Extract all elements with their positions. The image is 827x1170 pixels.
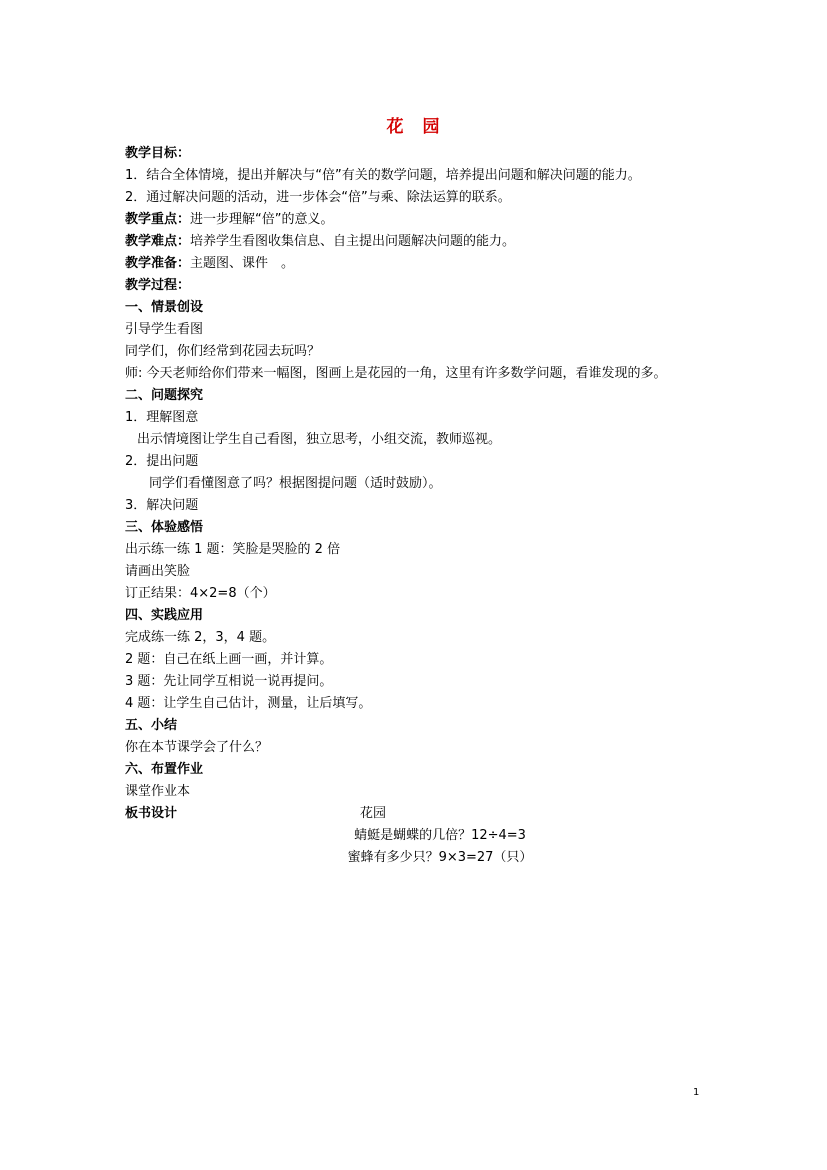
section-2-heading: 二、问题探究 [125, 388, 204, 403]
board-design-label: 板书设计 [125, 806, 178, 821]
board-line: 蜜蜂有多少只？9×3=27（只） [347, 850, 533, 865]
page-number: 1 [693, 1087, 700, 1098]
process-heading: 教学过程： [125, 278, 191, 293]
section-4-heading: 四、实践应用 [125, 608, 204, 623]
preparation [125, 253, 715, 275]
document-title: 花 园 [386, 117, 441, 137]
section-3-heading: 三、体验感悟 [125, 520, 204, 535]
section-5-line: 你在本节课学会了什么？ [125, 740, 269, 755]
goal-item-2: 2．通过解决问题的活动，进一步体会“倍”与乘、除法运算的联系。 [125, 190, 511, 205]
section-2-line: 3．解决问题 [125, 498, 199, 513]
section-2-line: 1．理解图意 [125, 410, 199, 425]
section-2-line: 2．提出问题 [125, 454, 199, 469]
difficulty-text: 培养学生看图收集信息、自主提出问题解决问题的能力。 [190, 234, 516, 249]
section-6-heading: 六、布置作业 [125, 762, 204, 777]
section-5-heading: 五、小结 [125, 718, 178, 733]
key-point [125, 209, 715, 231]
board-design-title: 花园 [360, 806, 387, 821]
section-4-line: 2 题：自己在纸上画一画，并计算。 [125, 652, 333, 667]
section-4-line: 完成练一练 2，3，4 题。 [125, 630, 276, 645]
section-1-line: 师: 今天老师给你们带来一幅图，图画上是花园的一角，这里有许多数学问题，看谁发现的多。 [125, 366, 667, 381]
difficulty-label: 教学难点： [125, 234, 191, 249]
preparation-label: 教学准备： [125, 256, 191, 271]
document-body [125, 143, 715, 869]
section-6-line: 课堂作业本 [125, 784, 191, 799]
section-4-line: 4 题：让学生自己估计，测量，让后填写。 [125, 696, 372, 711]
key-point-text: 进一步理解“倍”的意义。 [190, 212, 334, 227]
goals-heading: 教学目标： [125, 146, 191, 161]
section-1-line: 引导学生看图 [125, 322, 204, 337]
section-3-line: 出示练一练 1 题：笑脸是哭脸的 2 倍 [125, 542, 341, 557]
section-2-line: 出示情境图让学生自己看图，独立思考，小组交流，教师巡视。 [137, 432, 502, 447]
key-point-label: 教学重点： [125, 212, 191, 227]
section-3-line: 订正结果：4×2=8（个） [125, 586, 276, 601]
section-3-line: 请画出笑脸 [125, 564, 191, 579]
preparation-text: 主题图、课件 。 [190, 256, 295, 271]
board-line: 蜻蜓是蝴蝶的几倍？12÷4=3 [354, 828, 526, 843]
section-1-line: 同学们，你们经常到花园去玩吗？ [125, 344, 321, 359]
section-2-line: 同学们看懂图意了吗？根据图提问题（适时鼓励）。 [149, 476, 442, 491]
section-4-line: 3 题：先让同学互相说一说再提问。 [125, 674, 333, 689]
section-1-heading: 一、情景创设 [125, 300, 204, 315]
goal-item-1: 1．结合全体情境，提出并解决与“倍”有关的数学问题，培养提出问题和解决问题的能力。 [125, 168, 641, 183]
difficulty [125, 231, 715, 253]
board-design-row [125, 803, 715, 825]
